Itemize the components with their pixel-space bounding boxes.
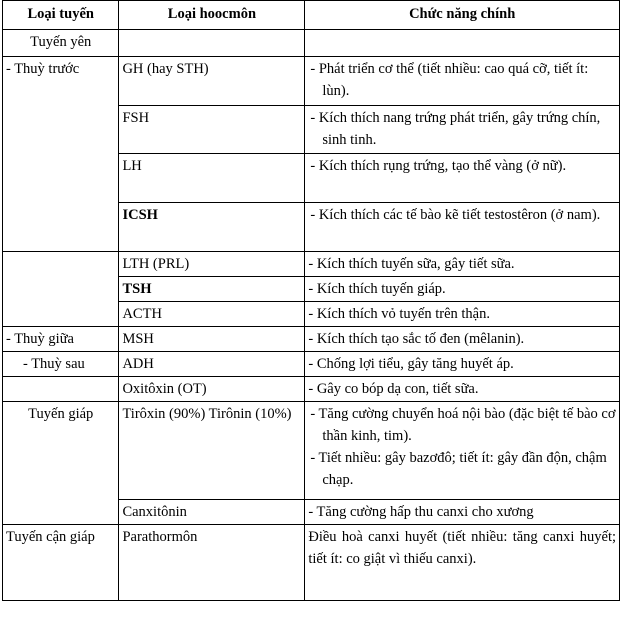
function-cell: - Gây co bóp dạ con, tiết sữa.: [305, 377, 620, 402]
gland-cell: - Thuỳ sau: [3, 352, 119, 377]
table-row: [3, 525, 620, 601]
function-cell: - Kích thích tuyến giáp.: [305, 277, 620, 302]
function-cell: - Chống lợi tiểu, gây tăng huyết áp.: [305, 352, 620, 377]
hormone-cell: [119, 30, 305, 57]
hormone-cell: ICSH: [119, 203, 305, 252]
hormone-cell: MSH: [119, 327, 305, 352]
table-header-row: [3, 1, 620, 30]
gland-cell: Tuyến yên: [3, 30, 119, 57]
function-text: - Kích thích nang trứng phát triển, gây trứng chín, sinh tinh.: [310, 110, 601, 148]
function-cell: - Kích thích tạo sắc tố đen (mêlanin).: [305, 327, 620, 352]
hormone-cell: Canxitônin: [119, 500, 305, 525]
hormone-cell: LTH (PRL): [119, 252, 305, 277]
function-cell: [305, 106, 620, 154]
gland-cell: Tuyến giáp: [3, 402, 119, 525]
function-text: - Kích thích rụng trứng, tạo thể vàng (ở nữ).: [310, 158, 567, 174]
table-row: [3, 57, 620, 106]
function-cell: - Kích thích vỏ tuyến trên thận.: [305, 302, 620, 327]
table-row: [3, 252, 620, 277]
hormone-table: [2, 0, 620, 601]
header-gland: Loại tuyến: [3, 1, 119, 30]
hormone-cell: [119, 402, 305, 500]
gland-cell: - Thuỳ giữa: [3, 327, 119, 352]
table-row: [3, 402, 620, 500]
function-cell: - Tăng cường hấp thu canxi cho xương: [305, 500, 620, 525]
function-text-2: - Tiết nhiều: gây bazơđô; tiết ít: gây đần độn, chậm chạp.: [310, 450, 607, 488]
gland-cell: Tuyến cận giáp: [3, 525, 119, 601]
table-row: [3, 30, 620, 57]
function-cell: [305, 402, 620, 500]
function-cell: - Kích thích tuyến sữa, gây tiết sữa.: [305, 252, 620, 277]
gland-cell: - Thuỳ trước: [3, 57, 119, 252]
hormone-cell: FSH: [119, 106, 305, 154]
hormone-cell: ADH: [119, 352, 305, 377]
table-row: [3, 327, 620, 352]
hormone-text: Tirôxin (90%) Tirônin (10%): [122, 406, 292, 422]
hormone-cell: LH: [119, 154, 305, 203]
table-row: [3, 377, 620, 402]
hormone-cell: ACTH: [119, 302, 305, 327]
gland-cell: [3, 252, 119, 327]
table-row: [3, 352, 620, 377]
hormone-cell: Oxitôxin (OT): [119, 377, 305, 402]
function-cell: [305, 30, 620, 57]
header-hormone: Loại hoocmôn: [119, 1, 305, 30]
function-cell: Điều hoà canxi huyết (tiết nhiều: tăng canxi huyết; tiết ít: co giật vì thiếu canxi).: [305, 525, 620, 601]
function-cell: [305, 154, 620, 203]
hormone-cell: GH (hay STH): [119, 57, 305, 106]
hormone-cell: Parathormôn: [119, 525, 305, 601]
function-cell: [305, 57, 620, 106]
hormone-cell: TSH: [119, 277, 305, 302]
function-text: - Phát triển cơ thể (tiết nhiều: cao quá cỡ, tiết ít: lùn).: [310, 61, 589, 99]
function-text: - Tăng cường chuyển hoá nội bào (đặc biệt tế bào cơ thần kinh, tim).: [310, 406, 616, 444]
gland-cell: [3, 377, 119, 402]
header-function: Chức năng chính: [305, 1, 620, 30]
function-cell: [305, 203, 620, 252]
function-text: - Kích thích các tế bào kẽ tiết testostêron (ở nam).: [310, 207, 601, 223]
